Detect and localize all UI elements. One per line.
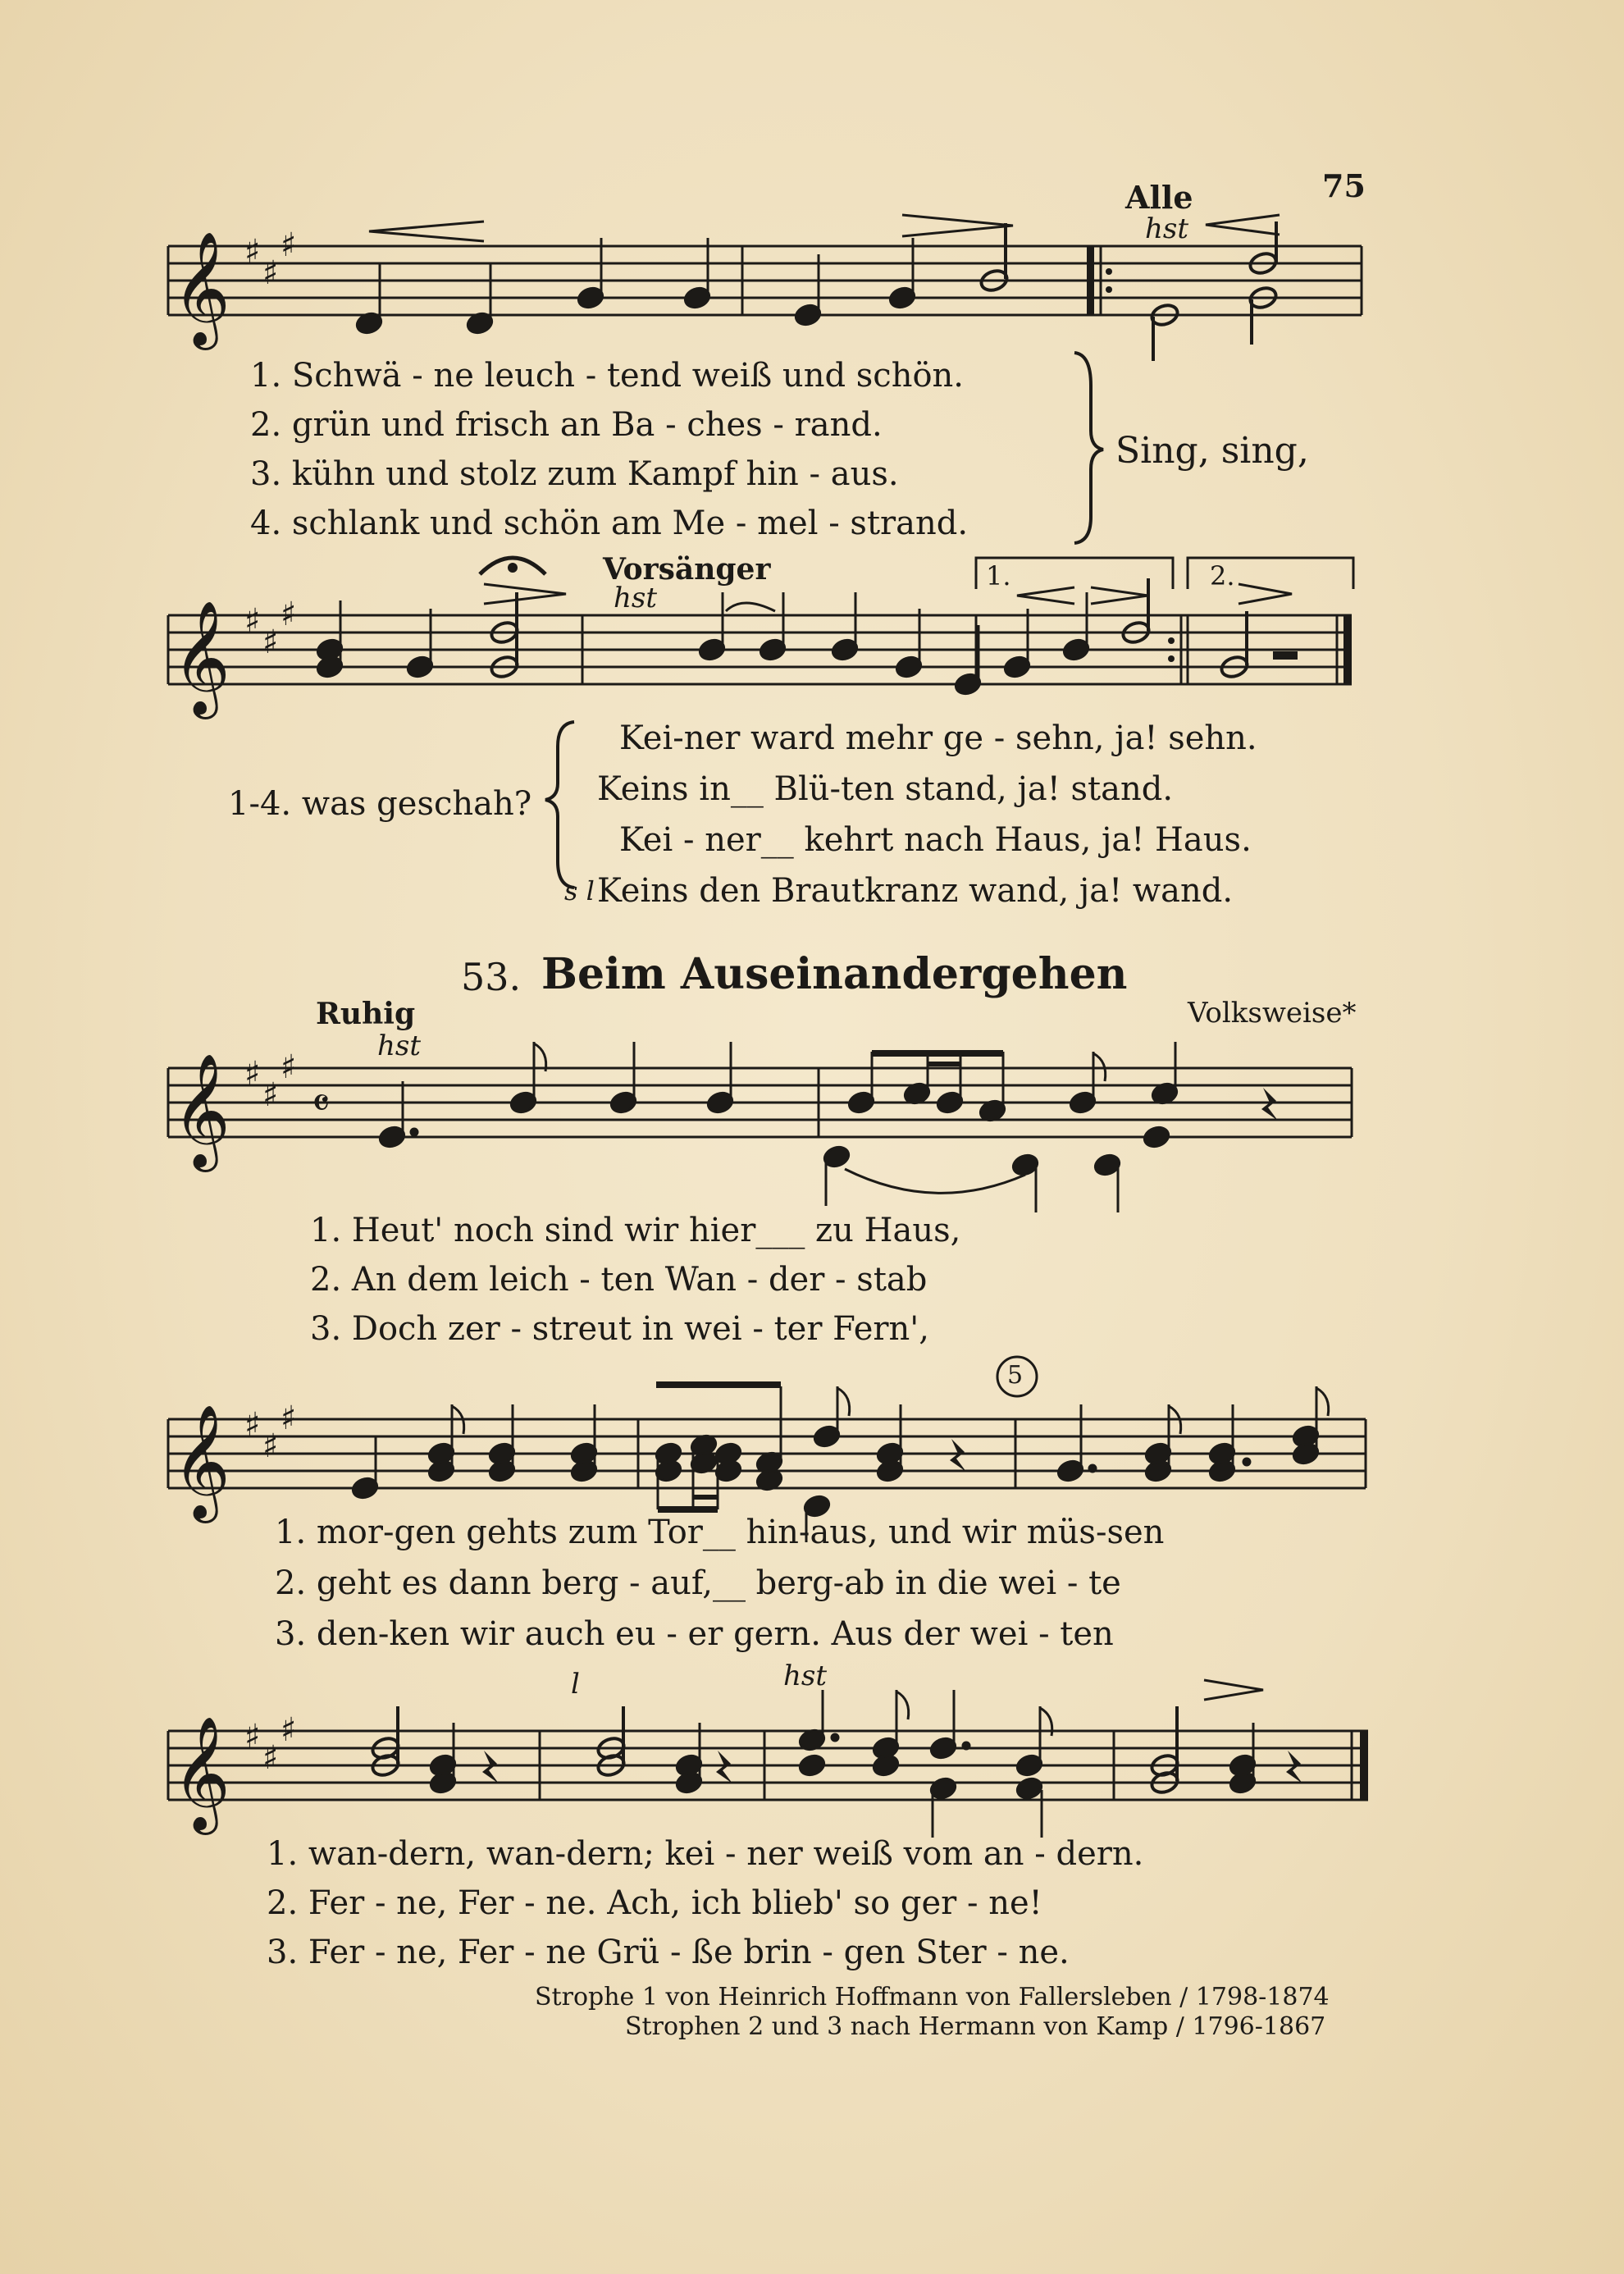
svg-text:♯: ♯ <box>244 233 261 271</box>
svg-text:𝄞: 𝄞 <box>172 231 230 345</box>
svg-text:♯: ♯ <box>281 1048 297 1086</box>
stanza-b-line-2: 2. geht es dann berg - auf,__ berg-ab in die wei - te <box>275 1564 1121 1602</box>
refrain-line-1: Kei-ner ward mehr ge - sehn, ja! sehn. <box>619 719 1257 757</box>
measure-number: 5 <box>1007 1361 1024 1390</box>
page-number: 75 <box>1322 167 1366 204</box>
tempo-marking: Ruhig <box>316 997 416 1031</box>
svg-text:♯: ♯ <box>281 226 297 264</box>
volta-2: 2. <box>1210 560 1235 591</box>
svg-text:♯: ♯ <box>262 1076 279 1114</box>
verse-line-4: 4. schlank und schön am Me - mel - strand. <box>250 505 969 542</box>
verse-line-3: 3. kühn und stolz zum Kampf hin - aus. <box>250 455 899 493</box>
svg-text:𝄴: 𝄴 <box>312 1080 331 1127</box>
refrain-prefix: 1-4. was geschah? <box>228 785 532 823</box>
stanza-a-line-3: 3. Doch zer - streut in wei - ter Fern', <box>310 1310 929 1348</box>
svg-text:𝄞: 𝄞 <box>172 1053 230 1167</box>
verse-line-1: 1. Schwä - ne leuch - tend weiß und schön. <box>250 357 965 395</box>
mark-l: l <box>571 1668 580 1701</box>
song-title: Beim Auseinandergehen <box>541 949 1128 999</box>
hst-mark-4: hst <box>783 1660 828 1692</box>
refrain-line-2: Keins in__ Blü-ten stand, ja! stand. <box>597 770 1174 808</box>
volta-1: 1. <box>986 560 1011 591</box>
credit-line-1: Strophe 1 von Heinrich Hoffmann von Fallersleben / 1798-1874 <box>535 1983 1330 2011</box>
song-number: 53. <box>461 955 522 999</box>
svg-text:♯: ♯ <box>244 1055 261 1093</box>
svg-text:♯: ♯ <box>262 623 279 661</box>
refrain-line-4: Keins den Brautkranz wand, ja! wand. <box>597 872 1234 910</box>
svg-text:♯: ♯ <box>244 1406 261 1444</box>
refrain-line-3: Kei - ner__ kehrt nach Haus, ja! Haus. <box>619 821 1252 859</box>
hst-mark-2: hst <box>614 582 658 614</box>
hst-mark-3: hst <box>377 1030 422 1062</box>
stanza-c-line-3: 3. Fer - ne, Fer - ne Grü - ße brin - gen Ster - ne. <box>267 1934 1070 1971</box>
stanza-b-line-1: 1. mor-gen gehts zum Tor__ hin-aus, und wir müs-sen <box>275 1514 1165 1551</box>
svg-text:♯: ♯ <box>262 1739 279 1777</box>
svg-text:𝄞: 𝄞 <box>172 1716 230 1830</box>
hst-mark-1: hst <box>1145 212 1189 245</box>
svg-text:♯: ♯ <box>244 1718 261 1756</box>
svg-text:♯: ♯ <box>281 1711 297 1749</box>
svg-text:♯: ♯ <box>281 1400 297 1437</box>
svg-text:𝄞: 𝄞 <box>172 600 230 715</box>
svg-text:𝄞: 𝄞 <box>172 1404 230 1518</box>
alle-label: Alle <box>1125 179 1193 216</box>
svg-text:♯: ♯ <box>244 602 261 640</box>
svg-text:♯: ♯ <box>281 596 297 633</box>
vorsaenger-label: Vorsänger <box>603 552 771 587</box>
stanza-c-line-1: 1. wan-dern, wan-dern; kei - ner weiß vom an - dern. <box>267 1835 1144 1873</box>
svg-text:♯: ♯ <box>262 254 279 292</box>
refrain-line-4-prefix: s l <box>564 875 595 906</box>
stanza-c-line-2: 2. Fer - ne, Fer - ne. Ach, ich blieb' so ger - ne! <box>267 1884 1042 1922</box>
credit-line-2: Strophen 2 und 3 nach Hermann von Kamp / 1796-1867 <box>625 2012 1326 2041</box>
refrain-text: Sing, sing, <box>1115 430 1309 472</box>
tune-source: Volksweise* <box>1188 997 1357 1030</box>
stanza-b-line-3: 3. den-ken wir auch eu - er gern. Aus der wei - ten <box>275 1615 1114 1653</box>
verse-line-2: 2. grün und frisch an Ba - ches - rand. <box>250 406 883 444</box>
svg-text:♯: ♯ <box>262 1427 279 1465</box>
stanza-a-line-1: 1. Heut' noch sind wir hier___ zu Haus, <box>310 1212 961 1249</box>
stanza-a-line-2: 2. An dem leich - ten Wan - der - stab <box>310 1261 928 1299</box>
